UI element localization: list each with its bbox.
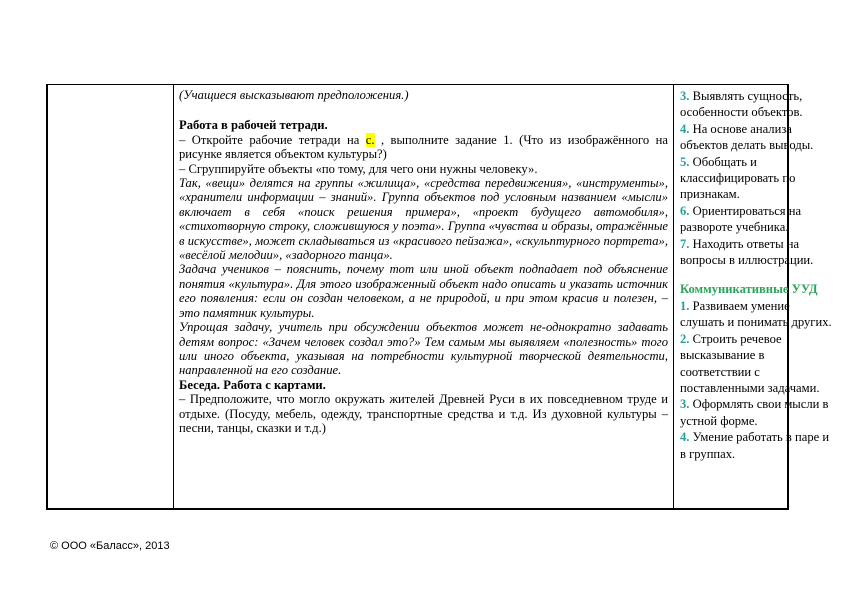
skill-item (680, 298, 835, 331)
column-divider (173, 85, 174, 508)
skill-number: 2. (680, 331, 690, 346)
intro-note: (Учащиеся высказывают предположения.) (179, 88, 409, 102)
skill-number: 4. (680, 430, 690, 445)
group-task: – Сгруппируйте объекты «по тому, для чего они нужны человеку». (179, 161, 538, 176)
skill-number: 3. (680, 89, 690, 103)
workbook-heading: Работа в рабочей тетради. (179, 118, 328, 133)
skill-number: 5. (680, 154, 690, 169)
skill-text: Обобщать и классифицировать по признакам. (680, 154, 796, 202)
skill-number: 1. (680, 298, 690, 313)
teacher-note-3: Упрощая задачу, учитель при обсуждении объектов может не-однократно задавать детям вопрос: «Зачем человек создал это?» Тем самым мы выявляем «полезность» того или иного объекта, указывая на потребности культурной творческой деятельности, направленной на его создание. (179, 320, 668, 378)
skill-item (680, 396, 835, 429)
talk-heading: Беседа. Работа с картами. (179, 377, 326, 392)
cognitive-skills-list (680, 88, 835, 268)
skill-number: 7. (680, 236, 690, 251)
activity-cell (179, 88, 668, 435)
teacher-note-2: Задача учеников – пояснить, почему тот или иной объект подпадает под объяснение понятия «культура». Для этого изображенный объект надо описать и указать источник его появления: если он создан человеком, а не природой, и при этом красив и полезен, – это памятник культуры. (179, 262, 668, 320)
workbook-task (179, 133, 668, 162)
skill-text: Развиваем умение слушать и понимать других. (680, 298, 832, 330)
skill-text: Выявлять сущность, особенности объектов. (680, 89, 803, 120)
skill-number: 4. (680, 121, 690, 136)
copyright-footer: © ООО «Баласс», 2013 (50, 540, 170, 552)
skill-item (680, 121, 835, 154)
skill-item (680, 331, 835, 397)
skill-item (680, 203, 835, 236)
skill-text: Ориентироваться на развороте учебника. (680, 203, 802, 235)
column-divider (673, 85, 674, 508)
communicative-heading: Коммуникативные УУД (680, 282, 818, 297)
talk-task: – Предположите, что могло окружать жителей Древней Руси в их повседневном труде и отдыхе. (Посуду, мебель, одежду, транспортные средства и т.д. Из духовной культуры – песни, танцы, сказки и т.д.) (179, 392, 668, 435)
highlighted-page: с. (365, 132, 375, 147)
communicative-skills-list (680, 298, 835, 462)
lesson-table (46, 84, 832, 510)
skills-cell (680, 88, 835, 462)
skill-item (680, 429, 835, 462)
workbook-task-text: – Откройте рабочие тетради на (179, 132, 366, 147)
skill-text: Находить ответы на вопросы в иллюстрации. (680, 236, 814, 268)
skill-item (680, 236, 835, 269)
teacher-note-1: Так, «вещи» делятся на группы «жилища», «средства передвижения», «инструменты», «хранители информации – знаний». Группа объектов под условным названием «мысли» включает в себя «поиск решения примера», «проект будущего автомобиля», «стихотворную строку, сложившуюся у поэта». Группа «чувства и образы, отражённые в искусстве», может складываться из «красивого пейзажа», «скульптурного портрета», «весёлой мелодии», «задорного танца». (179, 176, 668, 263)
skill-number: 6. (680, 203, 690, 218)
skill-text: На основе анализа объектов делать выводы. (680, 121, 814, 153)
skill-item (680, 88, 835, 121)
skill-text: Умение работать в паре и в группах. (680, 430, 830, 461)
skill-item (680, 154, 835, 203)
workbook-task-text-rest: , выполните задание 1. (Что из изображённого на рисунке является объектом культуры?) (179, 132, 668, 162)
skill-text: Строить речевое высказывание в соответствии с поставленными задачами. (680, 331, 820, 395)
skill-number: 3. (680, 397, 690, 412)
skill-text: Оформлять свои мысли в устной форме. (680, 397, 829, 428)
